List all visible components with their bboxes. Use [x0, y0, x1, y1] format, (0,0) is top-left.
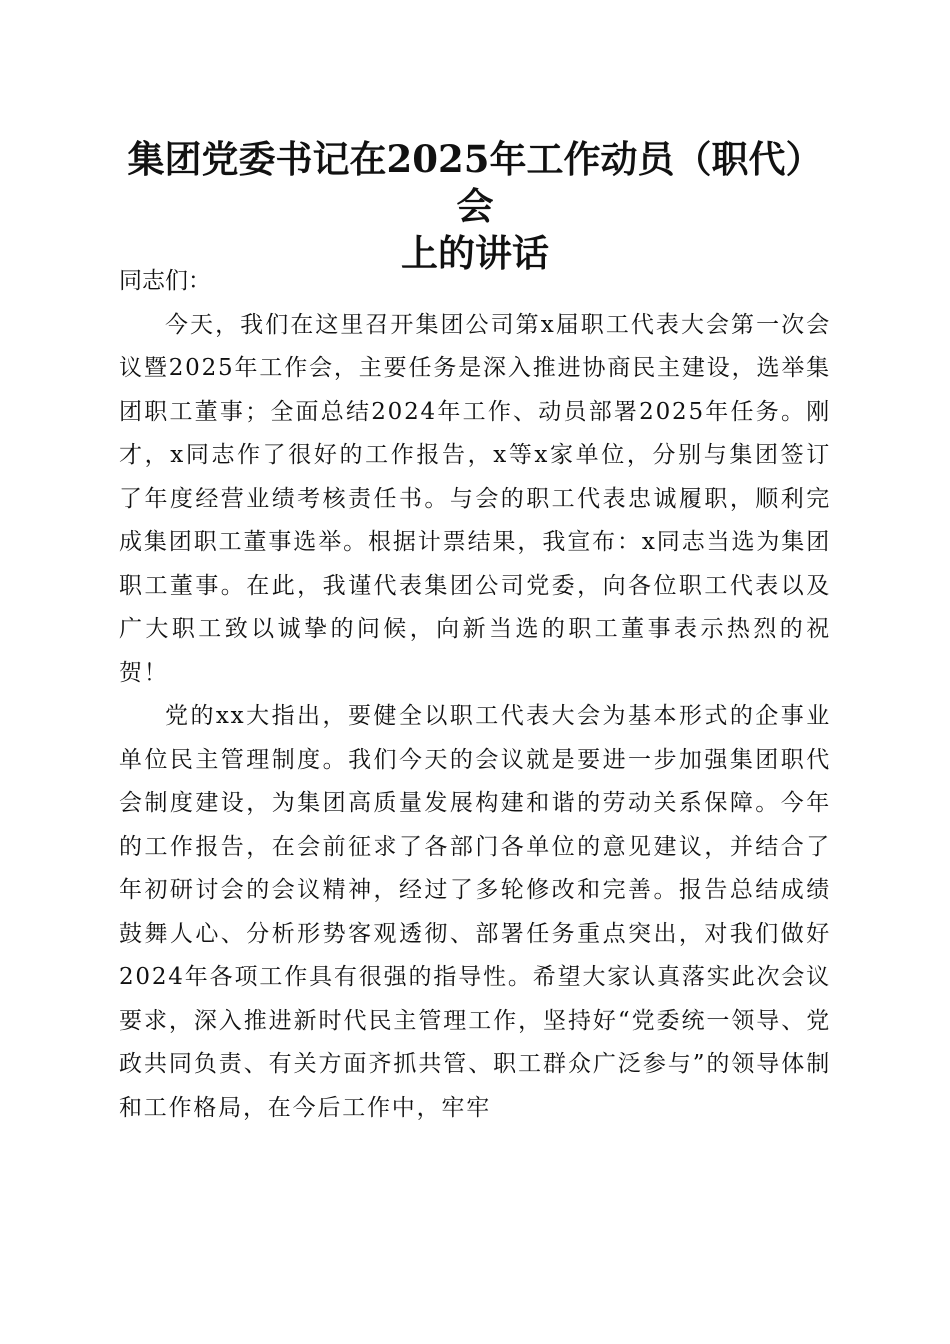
- title-line-1: 集团党委书记在2025年工作动员（职代）会: [127, 137, 823, 228]
- paragraph-2: 党的xx大指出，要健全以职工代表大会为基本形式的企事业单位民主管理制度。我们今天的会议就是要进一步加强集团职代会制度建设，为集团高质量发展构建和谐的劳动关系保障。今年的工作报告，在会前征求了各部门各单位的意见建议，并结合了年初研讨会的会议精神，经过了多轮修改和完善。报告总结成绩鼓舞人心、分析形势客观透彻、部署任务重点突出，对我们做好2024年各项工作具有很强的指导性。希望大家认真落实此次会议要求，深入推进新时代民主管理工作，坚持好“党委统一领导、党政共同负责、有关方面齐抓共管、职工群众广泛参与”的领导体制和工作格局，在今后工作中，牢牢: [119, 703, 831, 1121]
- title-line-2: 上的讲话: [401, 231, 549, 275]
- salutation: 同志们：: [119, 268, 211, 294]
- paragraph-1: 今天，我们在这里召开集团公司第x届职工代表大会第一次会议暨2025年工作会，主要任务是深入推进协商民主建设，选举集团职工董事；全面总结2024年工作、动员部署2025年任务。刚才，x同志作了很好的工作报告，x等x家单位，分别与集团签订了年度经营业绩考核责任书。与会的职工代表忠诚履职，顺利完成集团职工董事选举。根据计票结果，我宣布：x同志当选为集团职工董事。在此，我谨代表集团公司党委，向各位职工代表以及广大职工致以诚挚的问候，向新当选的职工董事表示热烈的祝贺！: [119, 311, 831, 686]
- document-body: [119, 252, 831, 1130]
